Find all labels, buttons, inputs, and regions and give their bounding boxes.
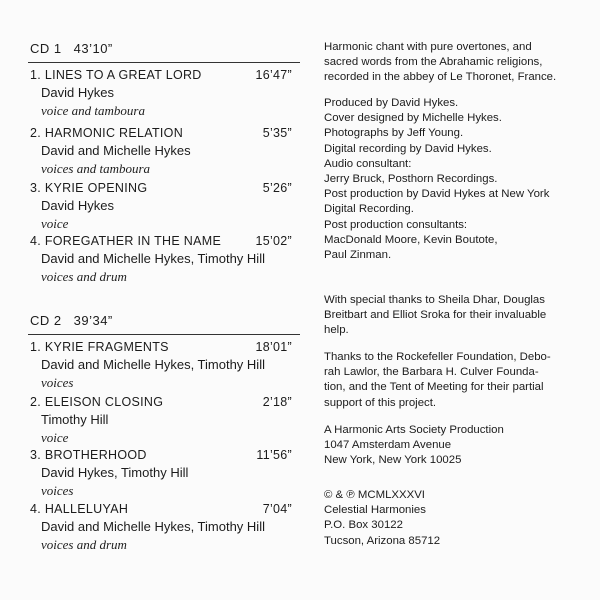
track-instruments: voice	[41, 430, 69, 445]
track-performers: David and Michelle Hykes, Timothy Hill	[41, 357, 265, 372]
track-performers: David Hykes, Timothy Hill	[41, 465, 189, 480]
cd2-track-4	[30, 500, 292, 554]
track-time: 15’02”	[255, 234, 292, 248]
track-title: HARMONIC RELATION	[44, 126, 184, 140]
track-number: 1.	[30, 340, 42, 354]
track-instruments: voices	[41, 375, 74, 390]
track-time: 5’26”	[262, 181, 292, 195]
cd1-track-4	[30, 232, 292, 286]
label-info: © & ℗ MCMLXXXVI Celestial Harmonies P.O. Box 30122 Tucson, Arizona 85712	[324, 489, 441, 547]
track-instruments: voices and drum	[41, 269, 127, 284]
track-time: 18’01”	[255, 340, 292, 354]
track-time: 7’04”	[262, 502, 292, 516]
track-instruments: voice and tamboura	[41, 103, 145, 118]
track-instruments: voices and drum	[41, 537, 127, 552]
track-title: KYRIE FRAGMENTS	[44, 340, 169, 354]
track-number: 4.	[30, 502, 42, 516]
track-time: 2’18”	[262, 395, 292, 409]
track-time: 16’47”	[255, 68, 292, 82]
cd1-divider	[28, 62, 300, 63]
track-instruments: voices	[41, 483, 74, 498]
track-performers: David Hykes	[41, 198, 114, 213]
foundation-thanks: Thanks to the Rockefeller Foundation, Debo- rah Lawlor, the Barbara H. Culver Founda- tion, and the Tent of Meeting for their partial support of this project.	[324, 351, 551, 409]
track-title: ELEISON CLOSING	[44, 395, 164, 409]
track-number: 3.	[30, 181, 42, 195]
cd1-track-1	[30, 66, 292, 120]
track-number: 2.	[30, 395, 42, 409]
cd2-header	[30, 313, 113, 328]
cd1-track-2	[30, 124, 292, 178]
track-instruments: voice	[41, 216, 69, 231]
track-performers: David and Michelle Hykes, Timothy Hill	[41, 519, 265, 534]
production-credits: Produced by David Hykes. Cover designed by Michelle Hykes. Photographs by Jeff Young. Digital recording by David Hykes. Audio consultant: Jerry Bruck, Posthorn Recordings. Post production by David Hykes at New York Digital Recording. Post production consultants: MacDonald Moore, Kevin Boutote, Paul Zinman.	[324, 97, 550, 262]
track-title: LINES TO A GREAT LORD	[44, 68, 202, 82]
track-time: 11’56”	[256, 448, 292, 462]
cd2-track-1	[30, 338, 292, 392]
track-title: BROTHERHOOD	[44, 448, 147, 462]
track-title: HALLELUYAH	[44, 502, 129, 516]
track-performers: David and Michelle Hykes	[41, 143, 191, 158]
cd2-label: CD 2	[30, 313, 62, 328]
track-number: 4.	[30, 234, 42, 248]
cd2-track-3	[30, 446, 292, 500]
track-title: KYRIE OPENING	[44, 181, 148, 195]
track-title: FOREGATHER IN THE NAME	[44, 234, 222, 248]
track-instruments: voices and tamboura	[41, 161, 151, 176]
cd1-track-3	[30, 179, 292, 233]
cd1-duration: 43’10”	[73, 41, 113, 56]
track-performers: David and Michelle Hykes, Timothy Hill	[41, 251, 265, 266]
cd2-track-2	[30, 393, 292, 447]
cd2-divider	[28, 334, 300, 335]
track-number: 1.	[30, 68, 42, 82]
special-thanks: With special thanks to Sheila Dhar, Douglas Breitbart and Elliot Sroka for their invaluable help.	[324, 294, 547, 337]
track-number: 2.	[30, 126, 42, 140]
track-performers: David Hykes	[41, 85, 114, 100]
cd2-duration: 39’34”	[73, 313, 113, 328]
track-time: 5’35”	[262, 126, 292, 140]
cd1-header	[30, 41, 113, 56]
track-performers: Timothy Hill	[41, 412, 109, 427]
album-description: Harmonic chant with pure overtones, and sacred words from the Abrahamic religions, recorded in the abbey of Le Thoronet, France.	[324, 41, 557, 84]
track-number: 3.	[30, 448, 42, 462]
cd1-label: CD 1	[30, 41, 62, 56]
production-address: A Harmonic Arts Society Production 1047 Amsterdam Avenue New York, New York 10025	[324, 424, 504, 467]
